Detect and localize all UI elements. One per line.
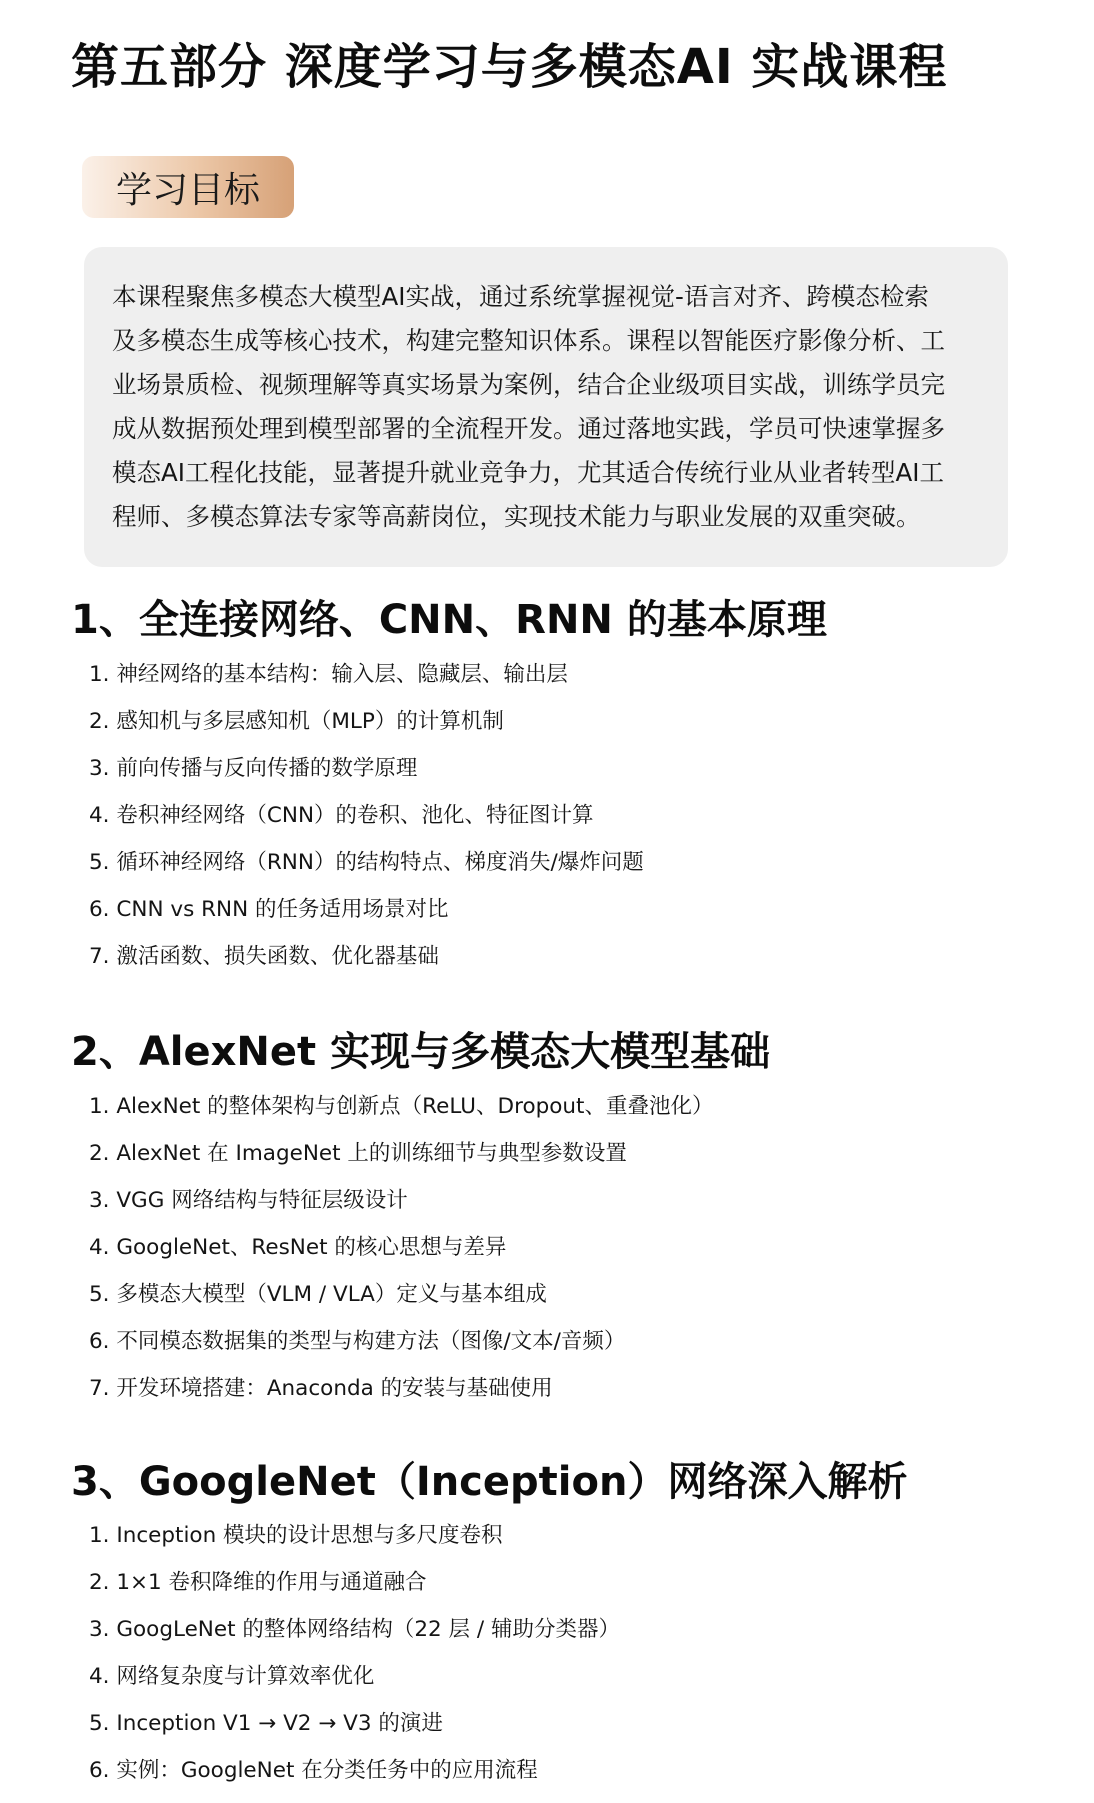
list-item: 4. 网络复杂度与计算效率优化 — [89, 1664, 375, 1689]
list-item: 1. AlexNet 的整体架构与创新点（ReLU、Dropout、重叠池化） — [89, 1094, 714, 1119]
section-item-list — [89, 651, 644, 980]
intro-line: 模态AI工程化技能，显著提升就业竞争力，尤其适合传统行业从业者转型AI工 — [112, 458, 944, 487]
page-title: 第五部分 深度学习与多模态AI 实战课程 — [71, 39, 948, 95]
section-heading: 2、AlexNet 实现与多模态大模型基础 — [71, 1029, 771, 1075]
list-item: 3. GoogLeNet 的整体网络结构（22 层 / 辅助分类器） — [89, 1617, 620, 1642]
list-item: 2. 1×1 卷积降维的作用与通道融合 — [89, 1570, 427, 1595]
intro-line: 业场景质检、视频理解等真实场景为案例，结合企业级项目实战，训练学员完 — [112, 370, 945, 399]
list-item: 6. CNN vs RNN 的任务适用场景对比 — [89, 897, 449, 922]
intro-line: 程师、多模态算法专家等高薪岗位，实现技术能力与职业发展的双重突破。 — [112, 502, 921, 531]
intro-box — [84, 247, 1008, 567]
list-item: 7. 开发环境搭建：Anaconda 的安装与基础使用 — [89, 1376, 553, 1401]
list-item: 2. AlexNet 在 ImageNet 上的训练细节与典型参数设置 — [89, 1141, 627, 1166]
intro-line: 及多模态生成等核心技术，构建完整知识体系。课程以智能医疗影像分析、工 — [112, 326, 945, 355]
learning-goal-badge: 学习目标 — [82, 156, 294, 218]
list-item: 3. VGG 网络结构与特征层级设计 — [89, 1188, 408, 1213]
list-item: 6. 实例：GoogleNet 在分类任务中的应用流程 — [89, 1758, 538, 1783]
list-item: 1. Inception 模块的设计思想与多尺度卷积 — [89, 1523, 503, 1548]
section-item-list — [89, 1083, 713, 1412]
list-item: 3. 前向传播与反向传播的数学原理 — [89, 756, 418, 781]
intro-paragraph — [112, 275, 986, 539]
list-item: 5. 循环神经网络（RNN）的结构特点、梯度消失/爆炸问题 — [89, 850, 644, 875]
list-item: 2. 感知机与多层感知机（MLP）的计算机制 — [89, 709, 504, 734]
list-item: 1. 神经网络的基本结构：输入层、隐藏层、输出层 — [89, 662, 568, 687]
section-item-list — [89, 1512, 620, 1794]
intro-line: 本课程聚焦多模态大模型AI实战，通过系统掌握视觉-语言对齐、跨模态检索 — [112, 282, 929, 311]
intro-line: 成从数据预处理到模型部署的全流程开发。通过落地实践，学员可快速掌握多 — [112, 414, 945, 443]
list-item: 4. 卷积神经网络（CNN）的卷积、池化、特征图计算 — [89, 803, 594, 828]
list-item: 7. 激活函数、损失函数、优化器基础 — [89, 944, 439, 969]
list-item: 5. Inception V1 → V2 → V3 的演进 — [89, 1711, 443, 1736]
section-heading: 1、全连接网络、CNN、RNN 的基本原理 — [71, 597, 827, 643]
list-item: 4. GoogleNet、ResNet 的核心思想与差异 — [89, 1235, 507, 1260]
list-item: 5. 多模态大模型（VLM / VLA）定义与基本组成 — [89, 1282, 547, 1307]
list-item: 6. 不同模态数据集的类型与构建方法（图像/文本/音频） — [89, 1329, 626, 1354]
section-heading: 3、GoogleNet（Inception）网络深入解析 — [71, 1459, 908, 1505]
